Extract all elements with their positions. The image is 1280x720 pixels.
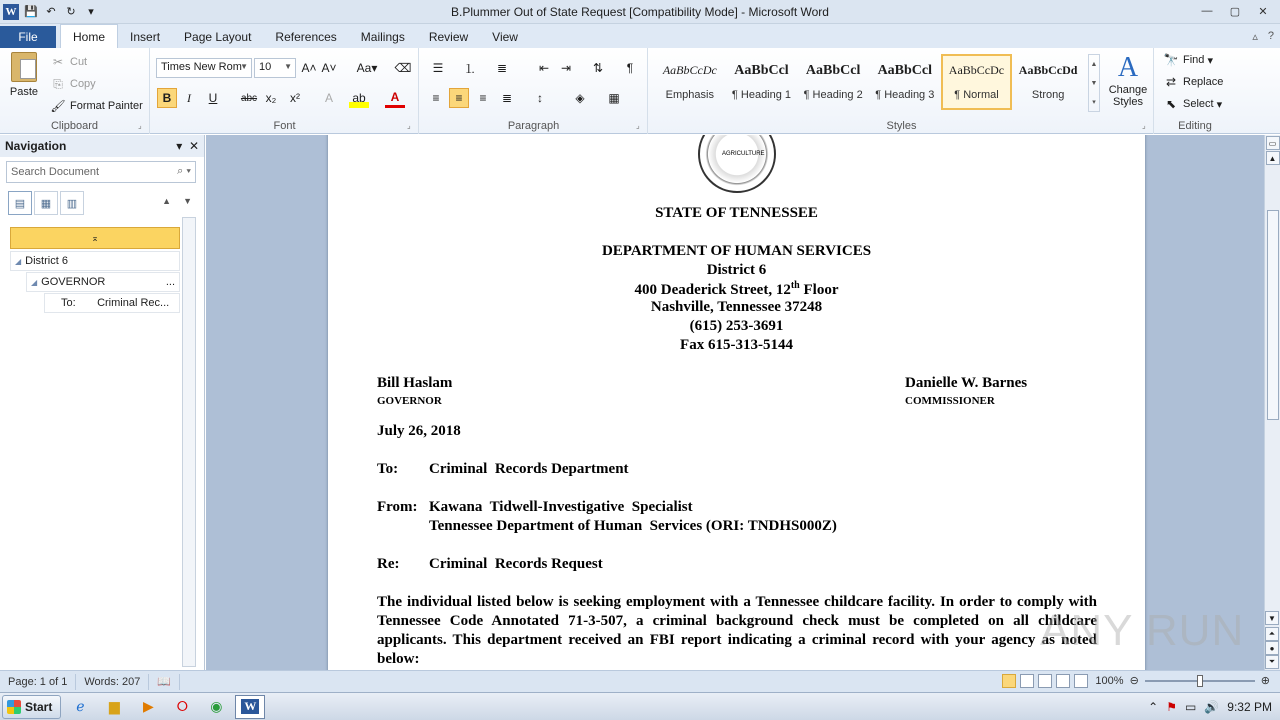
font-color-icon[interactable]: A — [385, 88, 405, 108]
tab-mailings[interactable]: Mailings — [360, 30, 405, 44]
clock[interactable]: 9:32 PM — [1227, 700, 1272, 714]
re-label: Re: — [377, 556, 400, 572]
governor-title: GOVERNOR — [377, 395, 442, 407]
styles-group-label: Styles — [886, 120, 917, 132]
cut-button[interactable]: ✂ Cut — [50, 54, 87, 70]
zoom-level[interactable]: 100% — [1095, 674, 1124, 687]
shading-icon[interactable]: ◈ — [575, 91, 585, 105]
grow-font-icon[interactable]: A˄ — [301, 61, 317, 75]
to-value: Criminal Records Department — [429, 461, 629, 477]
style-heading-1[interactable]: AaBbCcl ¶ Heading 1 — [731, 63, 792, 101]
start-button[interactable]: Start — [2, 695, 61, 719]
tennessee-seal: AGRICULTURE — [698, 135, 776, 193]
document-area — [206, 135, 1264, 670]
zoom-slider-knob[interactable] — [1197, 675, 1203, 687]
minimize-ribbon-icon[interactable]: ▵ — [1252, 31, 1258, 43]
document-page[interactable] — [328, 135, 1145, 670]
shrink-font-icon[interactable]: A˅ — [321, 61, 337, 75]
proofing-icon[interactable]: 📖 — [149, 674, 180, 690]
title-bar — [0, 0, 1280, 24]
bold-button[interactable]: B — [157, 88, 177, 108]
fax-line: Fax 615-313-5144 — [680, 337, 793, 353]
justify-icon[interactable]: ≣ — [501, 91, 513, 105]
chrome-icon[interactable]: ◉ — [210, 698, 223, 714]
text-effects-icon[interactable]: A — [324, 91, 333, 105]
binoculars-icon: 🔭 — [1163, 53, 1179, 67]
ribbon — [0, 48, 1280, 134]
word-taskbar-icon[interactable]: W — [235, 695, 265, 719]
select-button[interactable]: ⬉ Select ▾ — [1163, 96, 1222, 112]
network-icon[interactable]: ▭ — [1185, 700, 1197, 714]
styles-dialog-launcher-icon[interactable]: ⌟ — [1142, 121, 1146, 130]
status-bar — [0, 670, 1280, 692]
tab-review[interactable]: Review — [428, 30, 469, 44]
maximize-button[interactable]: ▢ — [1229, 5, 1241, 18]
subscript-button[interactable]: x₂ — [265, 91, 277, 105]
change-styles-button[interactable]: A Change Styles — [1108, 52, 1148, 108]
search-document-input[interactable] — [6, 161, 196, 183]
sort-icon[interactable]: ⇅ — [592, 61, 604, 75]
tab-insert[interactable]: Insert — [130, 30, 161, 44]
address-line-2: Nashville, Tennessee 37248 — [650, 299, 823, 315]
navigation-scrollbar[interactable] — [182, 217, 196, 667]
file-explorer-icon[interactable]: ▆ — [108, 698, 120, 714]
scroll-thumb[interactable] — [1267, 210, 1279, 420]
font-name-combo[interactable]: Times New Rom ▼ — [156, 58, 252, 78]
windows-flag-icon — [7, 700, 21, 714]
find-button[interactable]: 🔭 Find ▾ — [1163, 53, 1213, 67]
nav-item-governor[interactable]: ◢ GOVERNOR ... — [26, 272, 180, 292]
tab-home[interactable]: Home — [60, 24, 118, 48]
from-value-2: Tennessee Department of Human Services (ORI: TNDHS000Z) — [429, 518, 837, 534]
style-strong[interactable]: AaBbCcDd Strong — [1018, 63, 1078, 101]
previous-heading-icon[interactable]: ▲ — [162, 196, 172, 206]
underline-button[interactable]: U — [208, 91, 218, 105]
browse-object-icon[interactable]: ● — [1265, 641, 1279, 655]
show-formatting-icon[interactable]: ¶ — [626, 61, 634, 75]
internet-explorer-icon[interactable]: ℯ — [76, 698, 85, 714]
close-button[interactable]: ✕ — [1258, 5, 1268, 18]
pane-options-icon[interactable]: ▾ — [176, 139, 183, 153]
editing-group — [1155, 48, 1235, 134]
scroll-down-icon[interactable]: ▼ — [1265, 611, 1279, 625]
save-icon[interactable]: 💾 — [24, 6, 38, 18]
style-heading-2[interactable]: AaBbCcl ¶ Heading 2 — [803, 63, 863, 101]
next-heading-icon[interactable]: ▼ — [183, 196, 192, 206]
previous-page-icon[interactable]: ⏶ — [1265, 627, 1279, 641]
customize-quick-access-icon[interactable]: ▾ — [88, 6, 94, 18]
paste-button[interactable] — [6, 52, 42, 98]
navigation-title: Navigation — [5, 139, 67, 153]
outline-view-icon[interactable] — [1056, 674, 1070, 688]
format-painter-button[interactable]: 🖌 Format Painter — [50, 99, 143, 113]
search-icon[interactable]: ⌕ ▾ — [177, 165, 191, 177]
state-heading: STATE OF TENNESSEE — [655, 205, 818, 221]
search-placeholder: Search Document — [11, 166, 100, 178]
styles-gallery — [654, 54, 1084, 112]
anyrun-watermark: ANY RUN — [1040, 606, 1245, 655]
to-label: To: — [377, 461, 399, 477]
scroll-up-icon[interactable]: ▲ — [1266, 151, 1280, 165]
clear-formatting-icon[interactable]: ⌫ — [394, 61, 412, 75]
word-count[interactable]: Words: 207 — [76, 674, 149, 690]
close-pane-icon[interactable]: ✕ — [188, 139, 199, 153]
font-size-combo[interactable]: 10 ▼ — [254, 58, 296, 78]
body-paragraph: The individual listed below is seeking employment with a Tennessee childcare facility. In order to comply with Tennessee Code Annotated 71-3-507, a criminal background check must be completed on all childcare applicants. This department received an FBI report indicating a criminal record with your agency as noted below: — [377, 594, 1097, 667]
ribbon-tabs — [0, 24, 1280, 48]
browse-headings-tab[interactable]: ▤ — [8, 191, 32, 215]
minimize-button[interactable]: — — [1201, 5, 1213, 17]
bullets-icon[interactable]: ☰ — [432, 61, 444, 75]
show-hidden-icons-icon[interactable]: ⌃ — [1148, 700, 1159, 714]
from-value: Kawana Tidwell-Investigative Specialist — [429, 499, 693, 515]
draft-view-icon[interactable] — [1074, 674, 1088, 688]
commissioner-title: COMMISSIONER — [905, 395, 995, 407]
nav-item-to[interactable]: To: Criminal Rec... — [44, 293, 180, 313]
help-icon[interactable]: ? — [1267, 30, 1274, 42]
clipboard-dialog-launcher-icon[interactable]: ⌟ — [138, 121, 142, 130]
browse-results-tab[interactable]: ▥ — [60, 191, 84, 215]
from-label: From: — [377, 499, 418, 515]
chevron-down-icon: ▼ — [240, 62, 248, 71]
taskbar — [0, 692, 1280, 720]
italic-button[interactable]: I — [187, 90, 191, 105]
address-line-1: 400 Deaderick Street, 12th Floor — [634, 280, 839, 298]
nav-item-district-6[interactable]: ◢ District 6 — [10, 251, 180, 271]
borders-icon[interactable]: ▦ — [608, 91, 620, 105]
copy-icon: ⎘ — [53, 76, 63, 91]
browse-pages-tab[interactable]: ▦ — [34, 191, 58, 215]
full-screen-reading-icon[interactable] — [1020, 674, 1034, 688]
zoom-slider[interactable] — [1145, 680, 1255, 682]
paste-icon — [11, 52, 37, 82]
zoom-out-icon[interactable]: ⊖ — [1129, 675, 1139, 687]
print-layout-icon[interactable] — [1002, 674, 1016, 688]
page-count[interactable]: Page: 1 of 1 — [0, 674, 76, 690]
media-player-icon[interactable]: ▶ — [142, 698, 154, 714]
clipboard-group-label: Clipboard — [50, 120, 99, 132]
heading-tree — [10, 227, 180, 314]
cursor-icon: ⬉ — [1165, 97, 1177, 111]
action-center-icon[interactable]: ⚑ — [1166, 700, 1177, 714]
word-icon[interactable]: W — [3, 4, 19, 20]
scissors-icon: ✂ — [52, 55, 64, 69]
replace-icon: ⇄ — [1165, 75, 1177, 89]
style-heading-3[interactable]: AaBbCcl ¶ Heading 3 — [875, 63, 935, 101]
re-value: Criminal Records Request — [429, 556, 603, 572]
font-group — [151, 48, 419, 134]
district-line: District 6 — [706, 262, 767, 278]
system-tray — [1140, 693, 1280, 720]
nav-top-heading[interactable] — [10, 227, 180, 249]
paragraph-group-label: Paragraph — [507, 120, 560, 132]
navigation-pane — [0, 135, 205, 670]
next-page-icon[interactable]: ⏷ — [1265, 655, 1279, 669]
tab-page-layout[interactable]: Page Layout — [184, 30, 252, 44]
align-right-icon[interactable]: ≡ — [479, 91, 487, 105]
clipboard-group — [0, 48, 150, 134]
font-dialog-launcher-icon[interactable]: ⌟ — [407, 121, 411, 130]
change-case-icon[interactable]: Aa▾ — [356, 61, 378, 75]
tab-file[interactable]: File — [0, 26, 56, 48]
paste-label: Paste — [9, 86, 39, 98]
replace-button[interactable]: ⇄ Replace — [1163, 74, 1223, 90]
tab-view[interactable]: View — [492, 30, 518, 44]
redo-icon[interactable]: ↻ — [66, 6, 76, 18]
font-group-label: Font — [273, 120, 296, 132]
navigation-header — [0, 135, 204, 157]
ruler-toggle-icon[interactable]: ▭ — [1266, 136, 1280, 150]
expand-triangle-icon: ◢ — [31, 277, 38, 287]
copy-button[interactable]: ⎘ Copy — [50, 76, 96, 92]
line-spacing-icon[interactable]: ↕ — [537, 91, 543, 105]
window-title: B.Plummer Out of State Request [Compatibility Mode] - Microsoft Word — [451, 5, 829, 19]
department-heading: DEPARTMENT OF HUMAN SERVICES — [601, 243, 872, 259]
style-normal[interactable]: AaBbCcDc ¶ Normal — [941, 54, 1013, 110]
decrease-indent-icon[interactable]: ⇤ — [538, 61, 550, 75]
zoom-in-icon[interactable]: ⊕ — [1260, 675, 1270, 687]
chevron-down-icon: ▼ — [284, 62, 292, 71]
editing-group-label: Editing — [1178, 120, 1212, 132]
brush-icon: 🖌 — [50, 99, 66, 113]
letter-date: July 26, 2018 — [377, 423, 461, 439]
commissioner-name: Danielle W. Barnes — [905, 375, 1028, 391]
superscript-button[interactable]: x² — [290, 91, 300, 105]
multilevel-list-icon[interactable]: ≣ — [496, 61, 508, 75]
strikethrough-button[interactable]: abc — [240, 92, 258, 104]
style-emphasis[interactable]: AaBbCcDc Emphasis — [662, 63, 717, 101]
paragraph-dialog-launcher-icon[interactable]: ⌟ — [636, 121, 640, 130]
volume-icon[interactable]: 🔊 — [1204, 700, 1220, 714]
expand-triangle-icon: ◢ — [15, 256, 22, 266]
align-left-icon[interactable]: ≡ — [432, 91, 440, 105]
opera-icon[interactable]: ⭘ — [176, 698, 188, 714]
collapse-icon: ⌅ — [91, 232, 99, 243]
governor-name: Bill Haslam — [377, 375, 453, 391]
numbering-icon[interactable]: ⒈ — [463, 61, 476, 76]
paragraph-group — [420, 48, 648, 134]
web-layout-icon[interactable] — [1038, 674, 1052, 688]
phone-line: (615) 253-3691 — [689, 318, 784, 334]
styles-group — [650, 48, 1154, 134]
change-styles-icon: A — [1117, 52, 1139, 83]
highlight-icon[interactable]: ab — [349, 88, 369, 108]
increase-indent-icon[interactable]: ⇥ — [560, 61, 572, 75]
tab-references[interactable]: References — [275, 30, 337, 44]
styles-scroll[interactable]: ▲ ▼ ▾ — [1088, 54, 1100, 112]
align-center-icon[interactable]: ≡ — [449, 88, 469, 108]
undo-icon[interactable]: ↶ — [46, 6, 56, 18]
vertical-scrollbar[interactable] — [1264, 135, 1280, 670]
